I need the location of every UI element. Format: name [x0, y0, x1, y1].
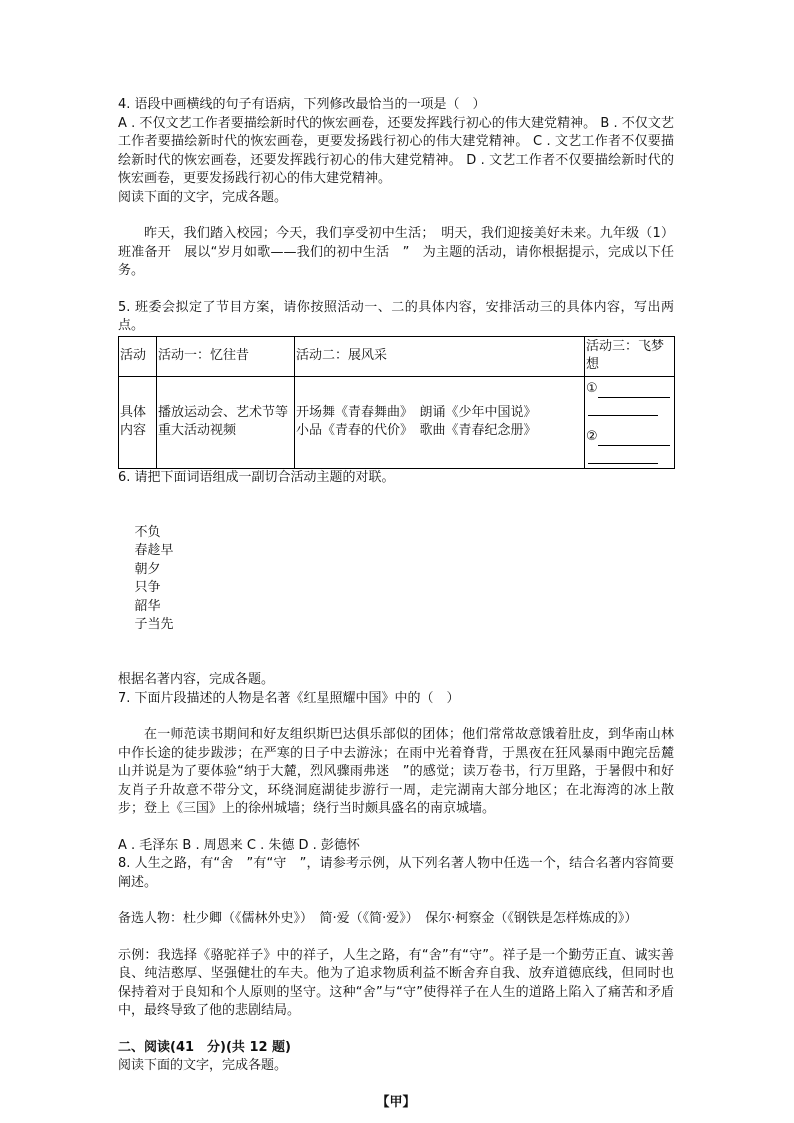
q7-stem: 7. 下面片段描述的人物是名著《红星照耀中国》中的（ ） — [118, 690, 460, 706]
table-header-activity-3: 活动三：飞梦想 — [585, 336, 675, 376]
q4-stem: 4. 语段中画横线的句子有语病，下列修改最恰当的一项是（ ） — [118, 97, 486, 112]
table-row — [119, 376, 675, 468]
table-cell-activity-2-content — [295, 376, 585, 468]
table-header-activity-1: 活动一：忆往昔 — [157, 336, 295, 376]
table-cell-content-label: 具体内容 — [119, 376, 157, 468]
word-item: 不负 — [134, 524, 161, 540]
answer-blank-2[interactable]: ② — [586, 428, 673, 446]
q8-example: 示例：我选择《骆驼祥子》中的祥子，人生之路，有“舍”有“守”。祥子是一个勤劳正直、诚实善良、纯洁憨厚、坚强健壮的车夫。他为了追求物质利益不断舍弃自我、放弃道德底线，但同时也保持着对于良知和个人原则的坚守。这种“舍”与“守”使得祥子在人生的道路上陷入了痛苦和矛盾中，最终导致了他的悲剧结局。 — [118, 947, 674, 1018]
read1-instruction: 阅读下面的文字，完成各题。 — [118, 189, 288, 205]
table-cell-activity-1-content: 播放运动会、艺术节等重大活动视频 — [157, 376, 295, 468]
document-page — [118, 96, 674, 1112]
q4-options: A . 不仅文艺工作者要描绘新时代的恢宏画卷，还要发挥践行初心的伟大建党精神。 B . 不仅文艺工作者要描绘新时代的恢宏画卷，更要发扬践行初心的伟大建党精神。 C . 文艺工作者不仅要描绘新时代的恢宏画卷，还要发挥践行初心的伟大建党精神。 D . 文艺工作者不仅要描绘新时代的恢宏画卷，更要发扬践行初心的伟大建党精神。 — [118, 115, 674, 186]
activity-2-line-2: 小品《青春的代价》 歌曲《青春纪念册》 — [296, 423, 537, 438]
word-item: 春趁早 — [134, 543, 174, 558]
word-item: 韶华 — [134, 598, 161, 614]
q6-stem: 6. 请把下面词语组成一副切合活动主题的对联。 — [118, 469, 395, 485]
section-2-heading: 二、阅读(41 分)(共 12 题) — [118, 1039, 291, 1055]
word-item: 子当先 — [134, 617, 174, 632]
q7-passage: 在一师范读书期间和好友组织斯巴达俱乐部似的团体；他们常常故意饿着肚皮，到华南山林中作长途的徒步跋涉；在严寒的日子中去游泳；在雨中光着脊背，于黑夜在狂风暴雨中跑完岳麓山并说是为了要体验“纳于大麓，烈风骤雨弗迷 ”的感觉；读万卷书，行万里路，于暑假中和好友肖子升故意不带分文，环绕洞庭湖徒步游行一周，走完湖南大部分地区；在北海湾的冰上散步；登上《三国》上的徐州城墙；绕行当时颇具盛名的南京城墙。 — [118, 727, 674, 816]
word-item: 只争 — [134, 580, 161, 595]
read1-passage: 昨天，我们踏入校园；今天，我们享受初中生活； 明天，我们迎接美好未来。九年级（1）班准备开 展以“岁月如歌——我们的初中生活 ” 为主题的活动，请你根据提示，完成以下任务。 — [118, 226, 674, 278]
q6-word-list — [118, 505, 674, 653]
word-item: 朝夕 — [134, 561, 161, 577]
passage-jia-title: 【甲】 — [376, 1094, 416, 1110]
table-row — [119, 336, 675, 376]
section-2-instruction: 阅读下面的文字，完成各题。 — [118, 1058, 288, 1073]
q5-stem: 5. 班委会拟定了节目方案，请你按照活动一、二的具体内容，安排活动三的具体内容，写出两点。 — [118, 299, 674, 333]
q8-candidates: 备选人物：杜少卿（《儒林外史》） 简·爱（《简·爱》） 保尔·柯察金（《钢铁是怎样炼成的》） — [118, 911, 638, 926]
table-header-activity-2: 活动二：展风采 — [295, 336, 585, 376]
table-header-activity: 活动 — [119, 336, 157, 376]
answer-blank-1[interactable]: ① — [586, 380, 673, 398]
activity-2-line-1: 开场舞《青春舞曲》 朗诵《少年中国说》 — [296, 405, 537, 420]
program-plan-table — [118, 336, 675, 469]
q8-stem: 8. 人生之路，有“舍 ”有“守 ”，请参考示例，从下列名著人物中任选一个，结合名著内容简要阐述。 — [118, 856, 674, 890]
q7-options: A . 毛泽东 B . 周恩来 C . 朱德 D . 彭德怀 — [118, 837, 360, 853]
table-cell-activity-3-blanks[interactable] — [585, 376, 675, 468]
read2-instruction: 根据名著内容，完成各题。 — [118, 672, 275, 687]
